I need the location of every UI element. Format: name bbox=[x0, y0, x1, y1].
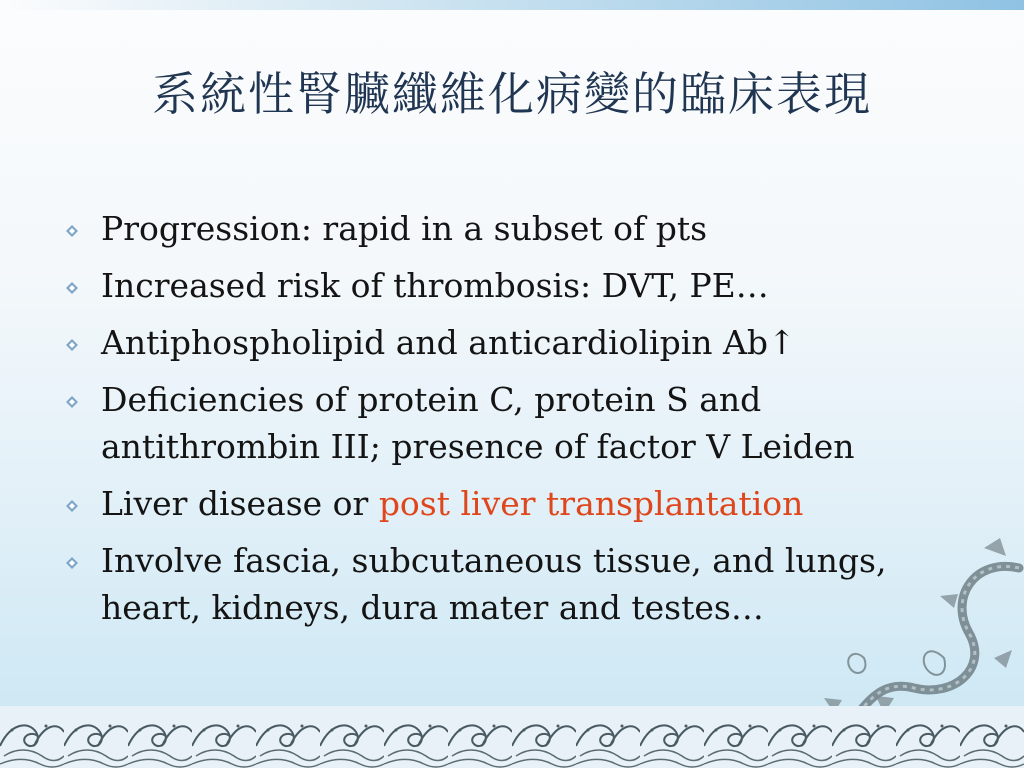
diamond-bullet-icon bbox=[66, 396, 78, 408]
top-accent-bar bbox=[0, 0, 1024, 10]
bullet-text-line-1: Involve fascia, subcutaneous tissue, and lungs, bbox=[101, 541, 887, 580]
bullet-item bbox=[58, 319, 918, 366]
bullet-item bbox=[58, 480, 918, 527]
ocean-wave-decoration bbox=[0, 706, 1024, 768]
bullet-item bbox=[58, 376, 918, 470]
diamond-bullet-icon bbox=[66, 282, 78, 294]
bullet-text: Progression: rapid in a subset of pts bbox=[101, 209, 708, 248]
bullet-text: Antiphospholipid and anticardiolipin Ab↑ bbox=[101, 323, 796, 362]
diamond-bullet-icon bbox=[66, 339, 78, 351]
diamond-bullet-icon bbox=[66, 225, 78, 237]
bullet-text: Increased risk of thrombosis: DVT, PE… bbox=[101, 266, 769, 305]
bullet-text-line-2: antithrombin III; presence of factor V Leiden bbox=[101, 427, 855, 466]
diamond-bullet-icon bbox=[66, 500, 78, 512]
bullet-item bbox=[58, 205, 918, 252]
bullet-text-line-2: heart, kidneys, dura mater and testes… bbox=[101, 588, 764, 627]
highlighted-text: post liver transplantation bbox=[378, 484, 804, 523]
diamond-bullet-icon bbox=[66, 557, 78, 569]
bullet-item bbox=[58, 262, 918, 309]
bullet-text-line-1: Deficiencies of protein C, protein S and bbox=[101, 380, 762, 419]
slide-title: 系統性腎臟纖維化病變的臨床表現 bbox=[152, 67, 872, 121]
bullet-text: Liver disease or bbox=[101, 484, 379, 523]
